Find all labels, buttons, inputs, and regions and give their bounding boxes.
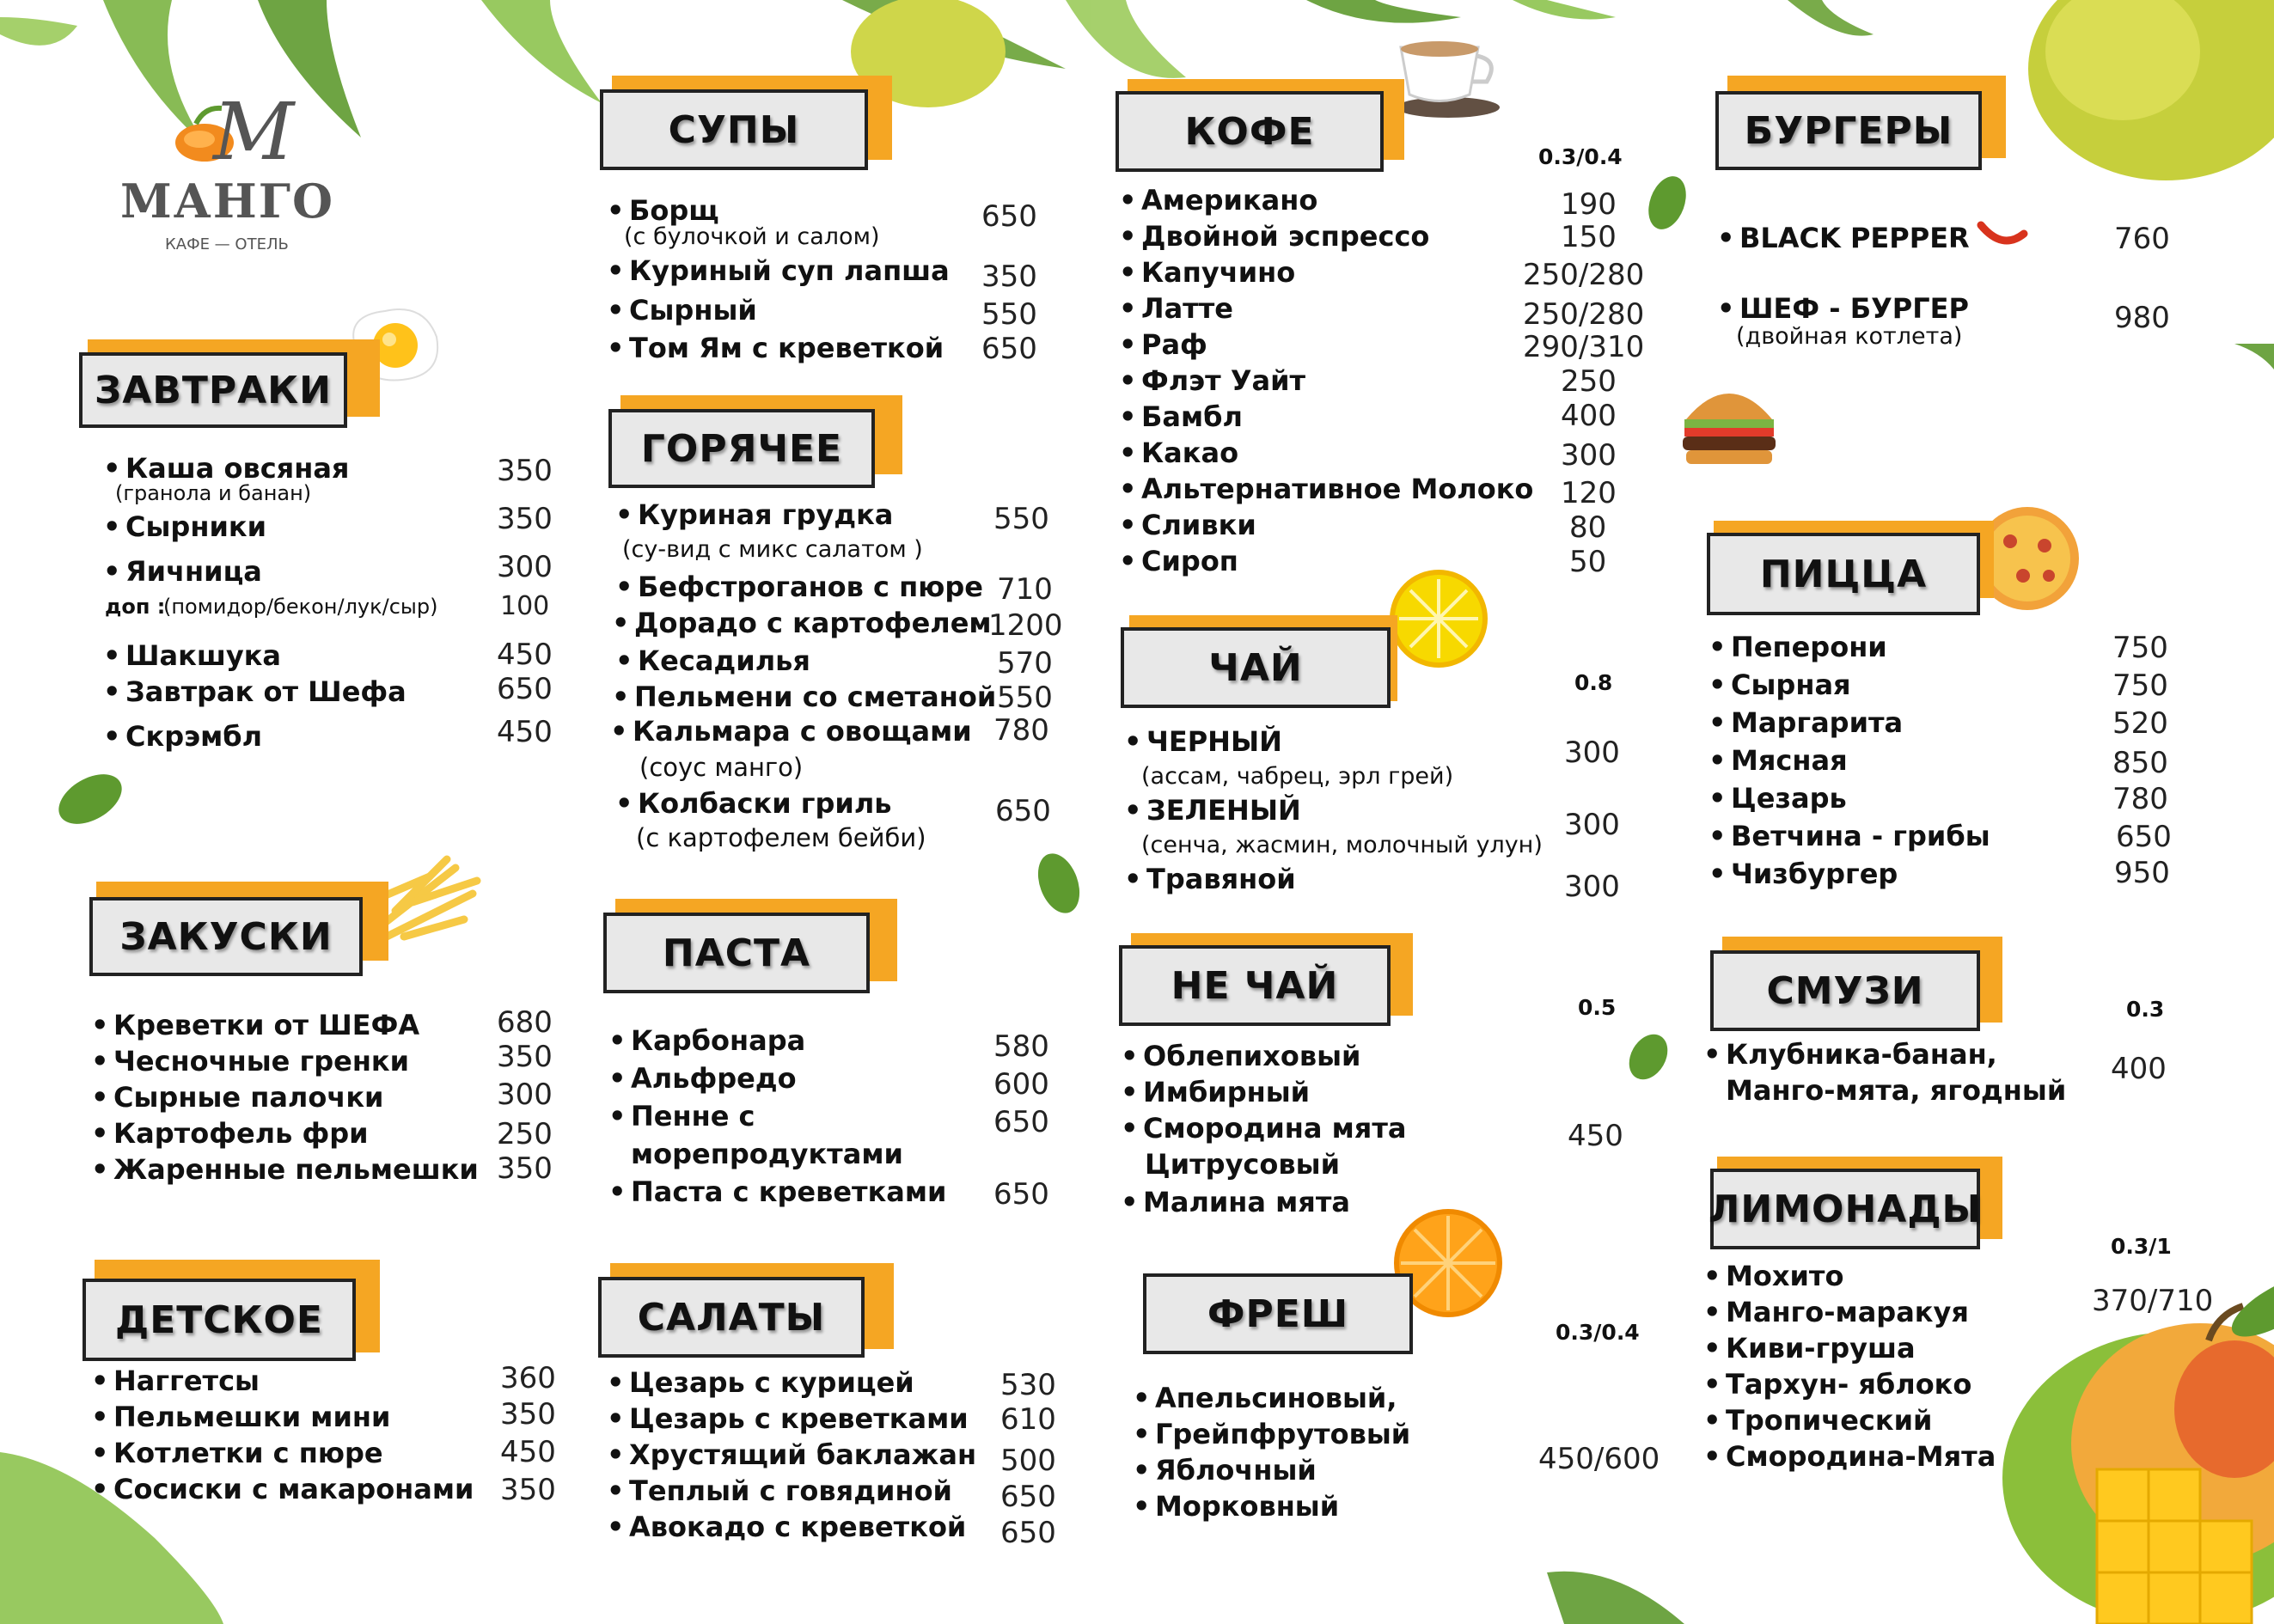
item-price: 550 <box>993 502 1049 536</box>
burger-icon <box>1678 376 1781 471</box>
section-title: ЧАЙ <box>1121 627 1391 708</box>
menu-item: • Бефстроганов с пюре <box>638 571 983 603</box>
menu-item: • Шакшука <box>125 639 281 672</box>
menu-item: • Манго-маракуя <box>1726 1296 1969 1328</box>
menu-item: • Сливки <box>1141 509 1256 541</box>
group-price: 370/710 <box>2092 1284 2214 1318</box>
item-price: 120 <box>1561 476 1617 510</box>
menu-item: • Морковный <box>1155 1490 1339 1523</box>
menu-item: • Чизбургер <box>1731 858 1898 890</box>
menu-item: • Картофель фри <box>113 1117 369 1150</box>
item-name-continued: Цитрусовый <box>1145 1148 1340 1181</box>
item-price: 350 <box>500 1397 556 1432</box>
item-price: 290/310 <box>1523 330 1645 364</box>
menu-item: • Пеперони <box>1731 631 1887 663</box>
item-price: 780 <box>993 713 1049 748</box>
menu-item: • Куриный суп лапша <box>629 254 950 287</box>
section-title: КОФЕ <box>1116 91 1384 172</box>
item-price: 780 <box>2112 782 2168 816</box>
item-name-continued: Манго-мята, ягодный <box>1726 1074 2067 1107</box>
section-title: САЛАТЫ <box>598 1277 865 1358</box>
section-title: СУПЫ <box>600 89 868 170</box>
item-price: 570 <box>997 646 1053 681</box>
menu-item: • ЗЕЛЕНЫЙ <box>1146 794 1301 827</box>
menu-item: • Американо <box>1141 184 1317 217</box>
item-note: (гранола и банан) <box>115 481 312 505</box>
menu-item: • Авокадо с креветкой <box>629 1511 966 1543</box>
menu-item: • Сырный <box>629 294 757 327</box>
item-price: 650 <box>2116 820 2172 854</box>
section-title: ПИЦЦА <box>1707 533 1980 615</box>
menu-item: • Альтернативное Молоко <box>1141 473 1533 505</box>
item-price: 950 <box>2114 856 2170 890</box>
volume-label: 0.3 <box>2126 997 2165 1022</box>
section-title: ЗАКУСКИ <box>89 897 363 976</box>
lemon-icon <box>1387 567 1490 670</box>
item-price: 350 <box>497 1040 553 1074</box>
item-price: 530 <box>1000 1368 1056 1402</box>
volume-label: 0.5 <box>1578 995 1617 1020</box>
menu-item: • Креветки от ШЕФА <box>113 1009 419 1041</box>
item-price: 400 <box>1561 399 1617 433</box>
menu-item: • Мясная <box>1731 744 1848 777</box>
item-price: 350 <box>981 259 1037 294</box>
item-price: 250 <box>497 1117 553 1151</box>
section-title: ЛИМОНАДЫ <box>1710 1169 1980 1249</box>
item-note: (двойная котлета) <box>1736 323 1963 350</box>
menu-item: • ШЕФ - БУРГЕР <box>1739 292 1969 325</box>
item-price: 300 <box>1564 736 1620 770</box>
menu-item: • Яблочный <box>1155 1454 1317 1487</box>
menu-item: • Кесадилья <box>638 644 810 677</box>
item-price: 1200 <box>988 608 1063 643</box>
section-title: ФРЕШ <box>1143 1273 1413 1354</box>
item-price: 300 <box>1561 438 1617 473</box>
item-price: 50 <box>1569 545 1607 579</box>
menu-item: • Котлетки с пюре <box>113 1437 383 1469</box>
menu-item: • Пенне с <box>631 1100 755 1133</box>
item-name-continued: морепродуктами <box>631 1138 903 1170</box>
menu-item: • Каша овсяная <box>125 452 349 485</box>
menu-item: • Апельсиновый, <box>1155 1382 1397 1414</box>
item-price: 520 <box>2112 706 2168 741</box>
menu-item: • Бамбл <box>1141 400 1243 433</box>
menu-item: • Хрустящий баклажан <box>629 1438 976 1471</box>
item-price: 650 <box>497 672 553 706</box>
menu-item: • Яичница <box>125 555 262 588</box>
volume-label: 0.8 <box>1574 670 1613 695</box>
item-price: 360 <box>500 1361 556 1395</box>
menu-item: • Имбирный <box>1143 1076 1310 1108</box>
menu-item: • Цезарь с креветками <box>629 1402 969 1435</box>
volume-label: 0.3/1 <box>2111 1234 2172 1259</box>
item-price: 550 <box>981 297 1037 332</box>
item-price: 450 <box>497 715 553 749</box>
menu-item: • Сироп <box>1141 545 1238 577</box>
item-price: 610 <box>1000 1402 1056 1437</box>
item-price: 650 <box>981 199 1037 234</box>
group-price: 450/600 <box>1538 1442 1660 1476</box>
item-price: 650 <box>1000 1516 1056 1550</box>
menu-item: • Пельмешки мини <box>113 1401 390 1433</box>
menu-item: • Мохито <box>1726 1260 1843 1292</box>
item-price: 300 <box>497 550 553 584</box>
item-price: 580 <box>993 1029 1049 1064</box>
item-price: 450 <box>497 638 553 672</box>
item-price: 600 <box>993 1067 1049 1102</box>
menu-item: • Ветчина - грибы <box>1731 820 1990 852</box>
item-price: 250/280 <box>1523 297 1645 332</box>
item-price: 350 <box>497 1151 553 1186</box>
item-price: 300 <box>1564 870 1620 904</box>
menu-item: • Какао <box>1141 437 1238 469</box>
section-title: БУРГЕРЫ <box>1715 91 1982 170</box>
group-price: 400 <box>2111 1052 2167 1086</box>
volume-label: 0.3/0.4 <box>1556 1320 1640 1345</box>
item-price: 350 <box>497 454 553 488</box>
item-price: 350 <box>500 1473 556 1507</box>
menu-item: • Сырные палочки <box>113 1081 383 1114</box>
item-note: (с картофелем бейби) <box>636 823 926 852</box>
item-note: (су-вид с микс салатом ) <box>622 536 923 563</box>
item-price: 680 <box>497 1005 553 1040</box>
chili-pepper-icon <box>1977 217 2028 251</box>
menu-item: • Флэт Уайт <box>1141 364 1305 397</box>
menu-item: • Пельмени со сметаной <box>634 681 996 713</box>
menu-item: • Облепиховый <box>1143 1040 1360 1072</box>
menu-item: • Клубника-банан, <box>1726 1038 1997 1071</box>
item-note: (с булочкой и салом) <box>624 223 880 250</box>
menu-item: • Дорадо с картофелем <box>634 607 992 639</box>
menu-item: • Тархун- яблоко <box>1726 1368 1971 1401</box>
menu-item: • Колбаски гриль <box>638 787 891 820</box>
menu-item: • Жаренные пельмешки <box>113 1153 479 1186</box>
menu-item: • Сосиски с макаронами <box>113 1473 474 1505</box>
item-price: 450 <box>500 1435 556 1469</box>
menu-item: • Травяной <box>1146 863 1296 895</box>
menu-item: • Цезарь <box>1731 782 1847 815</box>
menu-item: • Раф <box>1141 328 1207 361</box>
item-price: 190 <box>1561 187 1617 222</box>
section-title: ЗАВТРАКИ <box>79 352 347 428</box>
menu-item: • Завтрак от Шефа <box>125 675 407 708</box>
item-price: 650 <box>993 1177 1049 1212</box>
menu-item: • Капучино <box>1141 256 1295 289</box>
addon-label: доп : <box>105 595 166 619</box>
item-price: 300 <box>497 1078 553 1112</box>
item-note: (ассам, чабрец, эрл грей) <box>1141 763 1454 790</box>
menu-item: • Сырники <box>125 510 266 543</box>
section-title: СМУЗИ <box>1710 950 1980 1031</box>
menu-item: • Киви-груша <box>1726 1332 1916 1365</box>
item-note: (соус манго) <box>639 753 804 782</box>
menu-item: • BLACK PEPPER <box>1739 222 1970 254</box>
item-price: 650 <box>1000 1480 1056 1514</box>
logo <box>120 86 344 263</box>
item-price: 760 <box>2114 222 2170 256</box>
logo-monogram: M <box>213 86 295 178</box>
item-price: 750 <box>2112 669 2168 703</box>
item-price: 550 <box>997 681 1053 715</box>
menu-item: • ЧЕРНЫЙ <box>1146 725 1282 758</box>
menu-item: • Борщ <box>629 194 719 227</box>
logo-tagline: КАФЕ — ОТЕЛЬ <box>165 235 289 253</box>
section-title: ПАСТА <box>603 913 870 993</box>
item-price: 300 <box>1564 808 1620 842</box>
menu-item: • Тропический <box>1726 1404 1932 1437</box>
menu-item: • Наггетсы <box>113 1365 260 1397</box>
menu-item: • Скрэмбл <box>125 720 262 753</box>
menu-item: • Сырная <box>1731 669 1851 701</box>
menu-item: • Двойной эспрессо <box>1141 220 1429 253</box>
logo-name: МАНГО <box>120 174 335 229</box>
group-price: 450 <box>1568 1119 1623 1153</box>
item-price: 500 <box>1000 1444 1056 1478</box>
menu-item: • Грейпфрутовый <box>1155 1418 1410 1450</box>
item-price: 350 <box>497 502 553 536</box>
menu-item: • Маргарита <box>1731 706 1903 739</box>
menu-item: • Куриная грудка <box>638 498 893 531</box>
menu-item: • Теплый с говядиной <box>629 1474 952 1507</box>
item-price: 250/280 <box>1523 258 1645 292</box>
menu-item: • Кальмара с овощами <box>633 715 972 748</box>
section-title: НЕ ЧАЙ <box>1119 945 1391 1026</box>
item-price: 980 <box>2114 301 2170 335</box>
menu-item: • Паста с креветками <box>631 1175 946 1208</box>
item-price: 750 <box>2112 631 2168 665</box>
item-price: 650 <box>993 1105 1049 1139</box>
menu-item: • Карбонара <box>631 1024 805 1057</box>
item-price: 150 <box>1561 220 1617 254</box>
addon-text: (помидор/бекон/лук/сыр) <box>163 595 438 619</box>
section-title: ДЕТСКОЕ <box>83 1279 356 1361</box>
item-note: (сенча, жасмин, молочный улун) <box>1141 832 1543 858</box>
item-price: 710 <box>997 572 1053 607</box>
item-price: 250 <box>1561 364 1617 399</box>
menu-item: • Малина мята <box>1143 1186 1350 1218</box>
section-title: ГОРЯЧЕЕ <box>608 409 875 488</box>
menu-item: • Латте <box>1141 292 1233 325</box>
menu-item: • Чесночные гренки <box>113 1045 409 1078</box>
item-price: 80 <box>1569 510 1607 545</box>
menu-item: • Альфредо <box>631 1062 797 1095</box>
volume-label: 0.3/0.4 <box>1538 144 1623 169</box>
addon-price: 100 <box>500 591 550 621</box>
menu-item: • Цезарь с курицей <box>629 1366 914 1399</box>
item-price: 650 <box>995 794 1051 828</box>
menu-item: • Том Ям с креветкой <box>629 332 944 364</box>
menu-item: • Смородина-Мята <box>1726 1440 1996 1473</box>
item-price: 650 <box>981 332 1037 366</box>
menu-item: • Смородина мята <box>1143 1112 1406 1145</box>
item-price: 850 <box>2112 746 2168 780</box>
